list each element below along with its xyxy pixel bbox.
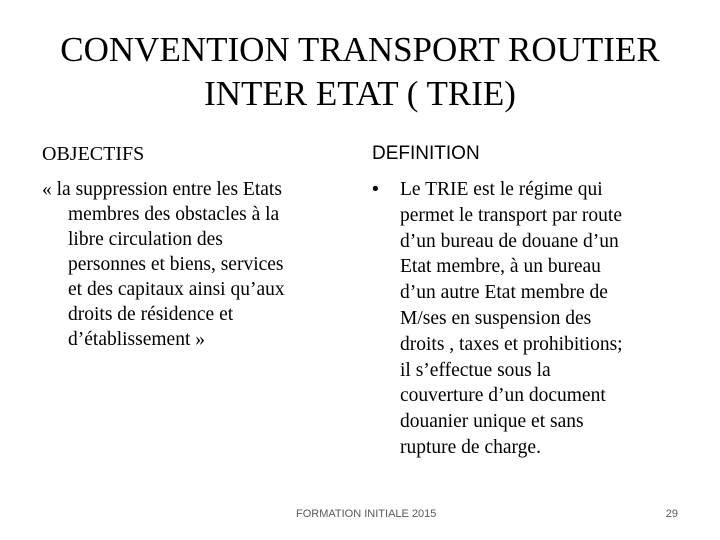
slide-footer xyxy=(0,505,720,525)
definition-line: rupture de charge. xyxy=(400,436,541,458)
definition-line: douanier unique et sans xyxy=(400,411,584,433)
definition-line: permet le transport par route xyxy=(400,204,622,226)
quote-line: « la suppression entre les Etats xyxy=(42,179,282,200)
footer-text: FORMATION INITIALE 2015 xyxy=(296,508,437,520)
page-number: 29 xyxy=(665,508,678,520)
quote-line: personnes et biens, services xyxy=(68,254,284,275)
slide-title-line: INTER ETAT ( TRIE) xyxy=(204,74,516,113)
definition-line: M/ses en suspension des xyxy=(400,307,592,329)
definition-line: d’un bureau de douane d’un xyxy=(400,230,619,252)
quote-line: d’établissement » xyxy=(68,329,206,350)
definition-line: Le TRIE est le régime qui xyxy=(400,179,603,200)
quote-line: droits de résidence et xyxy=(68,304,234,325)
definition-heading: DEFINITION xyxy=(372,143,480,164)
bullet-icon: • xyxy=(372,178,379,200)
objectives-column xyxy=(42,141,350,352)
definition-line: couverture d’un document xyxy=(400,385,606,407)
slide-title xyxy=(20,28,700,116)
slide-title-line: CONVENTION TRANSPORT ROUTIER xyxy=(60,30,660,69)
objectives-quote xyxy=(42,177,350,352)
definition-bullet xyxy=(372,177,692,461)
definition-column xyxy=(372,141,692,461)
definition-line: Etat membre, à un bureau xyxy=(400,256,601,278)
definition-line: droits , taxes et prohibitions; xyxy=(400,333,623,355)
objectives-heading: OBJECTIFS xyxy=(42,143,145,165)
definition-line: d’un autre Etat membre de xyxy=(400,282,608,304)
definition-line: il s’effectue sous la xyxy=(400,359,551,381)
quote-line: et des capitaux ainsi qu’aux xyxy=(68,279,285,300)
quote-line: membres des obstacles à la xyxy=(68,204,280,225)
quote-line: libre circulation des xyxy=(68,229,223,250)
